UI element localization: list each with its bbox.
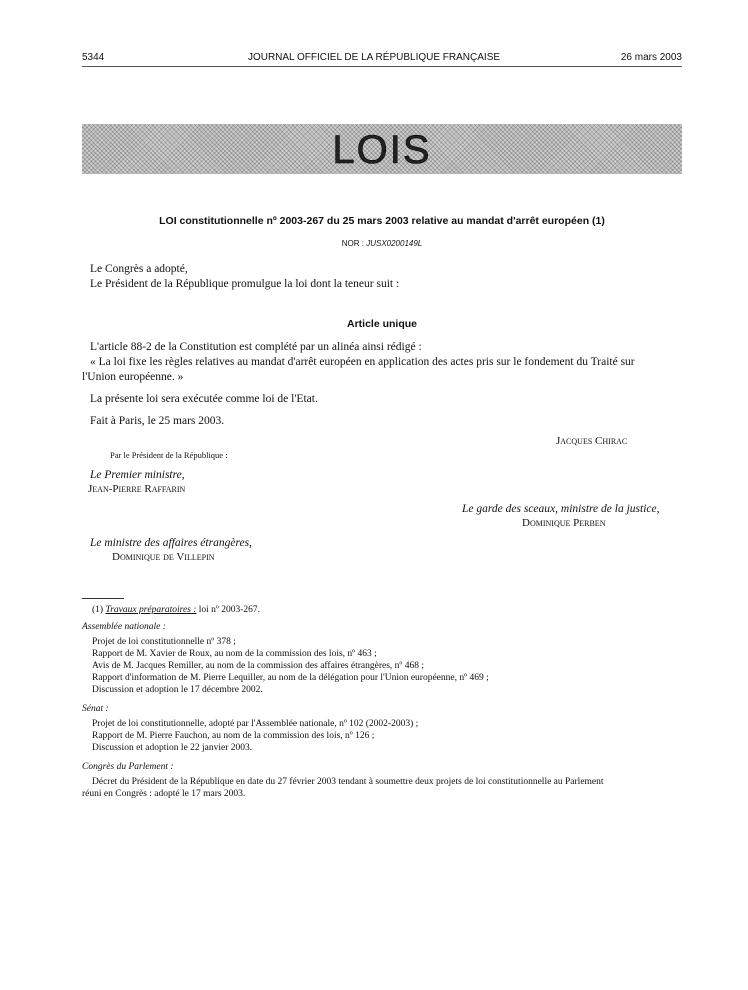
footnote-divider [82,598,124,599]
assemblee-item: Rapport d'information de M. Pierre Lequiller, au nom de la délégation pour l'Union européenne, nº 469 ; [92,673,489,683]
article-line-2: « La loi fixe les règles relatives au mandat d'arrêt européen en application des actes pris sur le fondement du Traité sur [90,356,635,368]
article-title: Article unique [346,318,417,330]
header-divider [82,66,682,67]
assemblee-item: Rapport de M. Xavier de Roux, au nom de la commission des lois, nº 463 ; [92,649,377,659]
pm-name: Jean-Pierre Raffarin [88,483,186,495]
justice-title: Le garde des sceaux, ministre de la justice, [462,503,660,515]
execution-clause: La présente loi sera exécutée comme loi de l'Etat. [90,393,318,405]
congres-line: réuni en Congrès : adopté le 17 mars 2003. [82,789,246,799]
intro-line-2: Le Président de la République promulgue la loi dont la teneur suit : [90,278,400,290]
assemblee-item: Avis de M. Jacques Remiller, au nom de la commission des affaires étrangères, nº 468 ; [92,661,424,671]
journal-title: JOURNAL OFFICIEL DE LA RÉPUBLIQUE FRANÇAISE [247,52,501,63]
place-date: Fait à Paris, le 25 mars 2003. [90,415,225,427]
footnote-travaux [92,604,260,617]
congres-title: Congrès du Parlement : [82,762,174,772]
travaux-value: loi nº 2003-267. [198,605,261,615]
travaux-label: Travaux préparatoires : [105,605,197,615]
senat-title: Sénat : [82,704,109,714]
pm-title: Le Premier ministre, [90,469,185,481]
president-signature: Jacques Chirac [556,435,628,447]
senat-item: Projet de loi constitutionnelle, adopté par l'Assemblée nationale, nº 102 (2002-2003) ; [92,719,419,729]
congres-line: Décret du Président de la République en date du 27 février 2003 tendant à soumettre deux projets de loi constitutionnelle au Parlement [92,777,604,787]
by-president-label: Par le Président de la République : [110,450,228,460]
footnote-marker: (1) [92,605,104,615]
section-band-title: LOIS [332,128,432,172]
foreign-name: Dominique de Villepin [112,551,215,563]
article-line-3: l'Union européenne. » [82,371,184,383]
senat-item: Rapport de M. Pierre Fauchon, au nom de la commission des lois, nº 126 ; [92,731,375,741]
article-line-1: L'article 88-2 de la Constitution est complété par un alinéa ainsi rédigé : [90,341,422,353]
senat-item: Discussion et adoption le 22 janvier 2003. [92,743,253,753]
nor-label: NOR : [341,239,364,248]
nor-reference [82,239,682,248]
law-title: LOI constitutionnelle nº 2003-267 du 25 mars 2003 relative au mandat d'arrêt européen (1) [159,215,605,227]
page-number: 5344 [82,52,105,63]
foreign-title: Le ministre des affaires étrangères, [90,537,252,549]
justice-name: Dominique Perben [522,517,606,529]
assemblee-title: Assemblée nationale : [82,622,166,632]
nor-code: JUSX0200149L [366,239,423,248]
issue-date: 26 mars 2003 [620,52,682,63]
intro-line-1: Le Congrès a adopté, [90,263,188,275]
assemblee-item: Projet de loi constitutionnelle nº 378 ; [92,637,236,647]
section-band [82,124,682,174]
assemblee-item: Discussion et adoption le 17 décembre 2002. [92,685,263,695]
